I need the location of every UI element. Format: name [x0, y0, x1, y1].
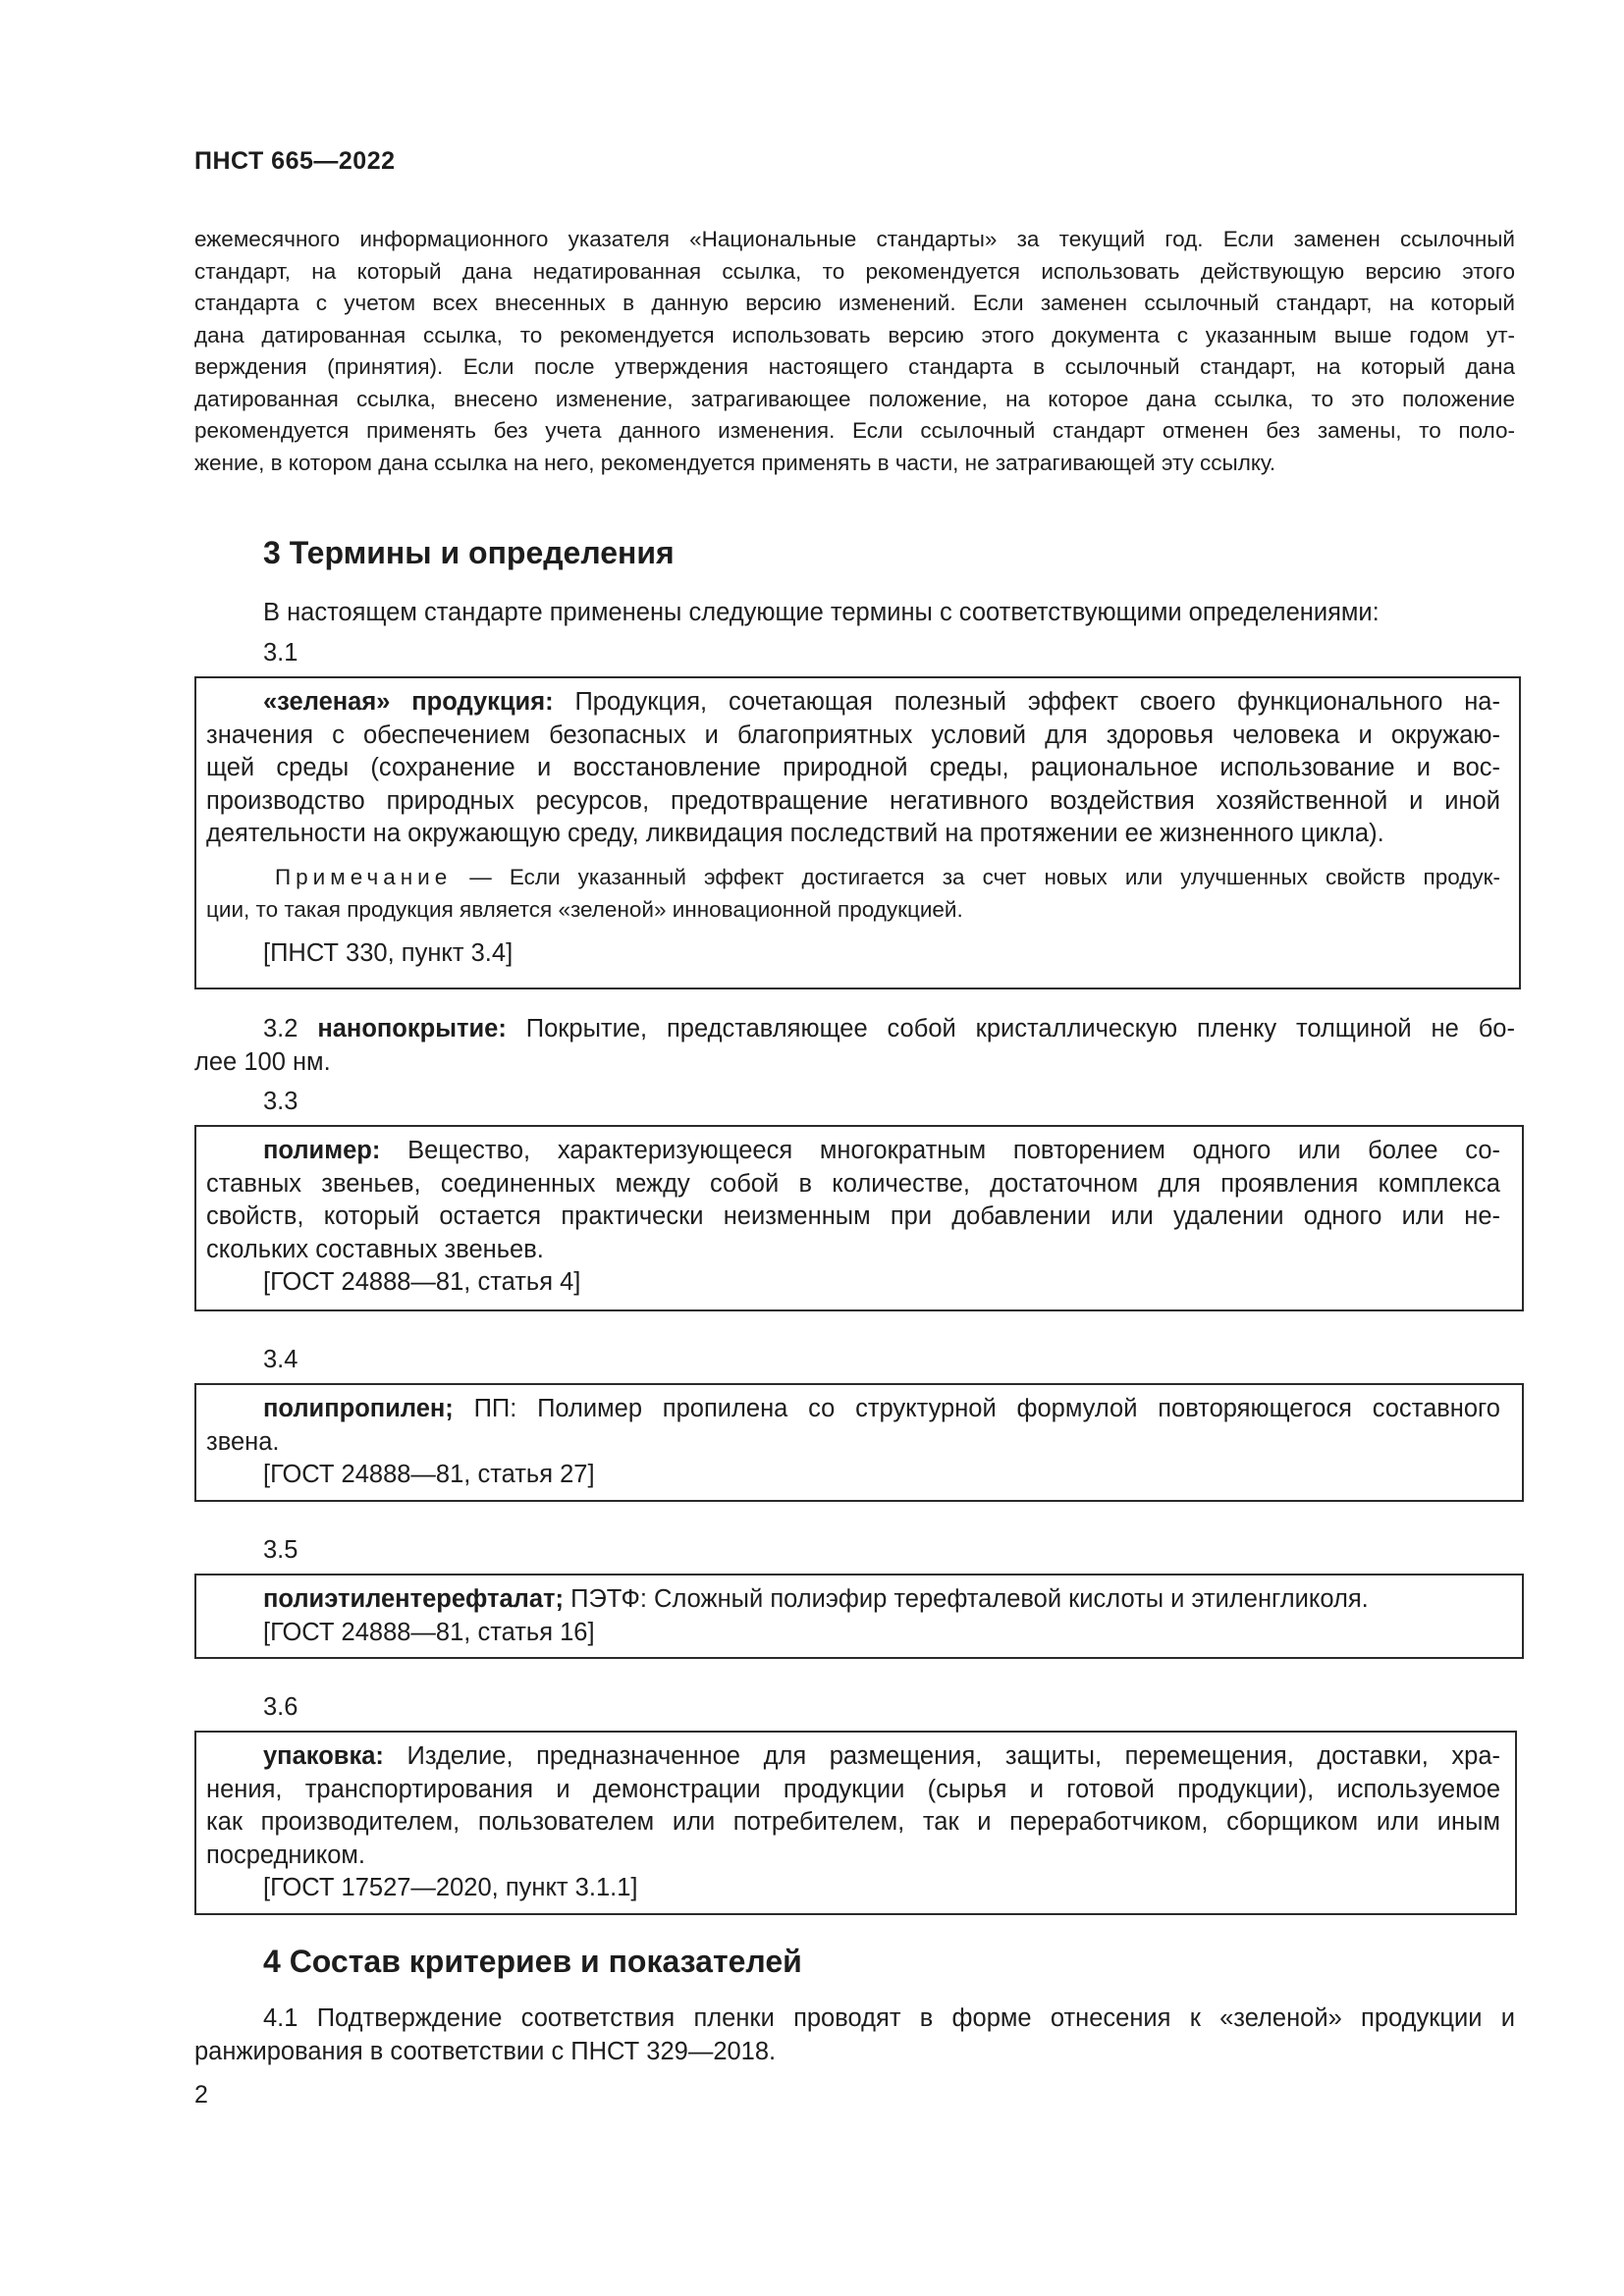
- term-3-5-def: ПЭТФ: Сложный полиэфир терефталевой кислоты и этиленгликоля.: [570, 1585, 1369, 1613]
- section-4-line: 4.1 Подтверждение соответствия пленки проводят в форме отнесения к «зеленой» продукции и: [263, 2004, 1515, 2032]
- term-3-3-line: скольких составных звеньев.: [206, 1235, 544, 1263]
- intro-line: верждения (принятия). Если после утверждения настоящего стандарта в ссылочный стандарт, на который дана: [194, 354, 1515, 379]
- term-3-3-number: 3.3: [263, 1088, 298, 1115]
- section-3-title: 3 Термины и определения: [263, 535, 675, 570]
- term-3-2-paragraph: [194, 1012, 1515, 1079]
- term-3-4-line-1: [206, 1393, 1500, 1426]
- intro-line: стандарт, на который дана недатированная ссылка, то рекомендуется использовать действующую версию этого: [194, 258, 1515, 284]
- term-3-2-line: лее 100 нм.: [194, 1048, 331, 1076]
- term-3-6-line: как производителем, пользователем или потребителем, так и переработчиком, сборщиком или иным: [206, 1808, 1500, 1836]
- section-4-line: ранжирования в соответствии с ПНСТ 329—2018.: [194, 2038, 777, 2065]
- intro-line: дана датированная ссылка, то рекомендуется использовать версию этого документа с указанным выше годом ут-: [194, 322, 1515, 347]
- term-3-6-line: нения, транспортирования и демонстрации продукции (сырья и готовой продукции), используемое: [206, 1775, 1500, 1803]
- note-line-1: [206, 861, 1500, 893]
- term-3-6-line: посредником.: [206, 1841, 365, 1869]
- term-3-3-box: [194, 1125, 1524, 1311]
- term-3-4-source: [ГОСТ 24888—81, статья 27]: [263, 1461, 595, 1488]
- term-3-1-note: [206, 861, 1500, 926]
- term-3-1-line: деятельности на окружающую среду, ликвидация последствий на протяжении ее жизненного цикла).: [206, 820, 1384, 847]
- term-3-5-line-1: [206, 1583, 1500, 1617]
- section-3-intro: В настоящем стандарте применены следующие термины с соответствующими определениями:: [263, 599, 1380, 626]
- term-3-5-source: [ГОСТ 24888—81, статья 16]: [263, 1618, 595, 1646]
- term-3-4-box: [194, 1383, 1524, 1502]
- term-3-1-line: значения с обеспечением безопасных и благоприятных условий для здоровья человека и окружаю-: [206, 721, 1500, 749]
- term-3-1-line: щей среды (сохранение и восстановление природной среды, рациональное использование и вос-: [206, 754, 1500, 781]
- term-3-2-term: нанопокрытие:: [317, 1015, 507, 1042]
- term-3-3-def: Вещество, характеризующееся многократным повторением одного или более со-: [407, 1137, 1500, 1164]
- term-3-3-source: [ГОСТ 24888—81, статья 4]: [263, 1268, 581, 1296]
- term-3-1-source: [ПНСТ 330, пункт 3.4]: [263, 938, 514, 967]
- term-3-6-term: упаковка:: [263, 1742, 384, 1770]
- intro-paragraph: [194, 224, 1515, 479]
- term-3-6-box: [194, 1731, 1517, 1915]
- term-3-1-box: [194, 676, 1521, 989]
- note-label: Примечание: [275, 864, 453, 889]
- term-3-3-term: полимер:: [263, 1137, 381, 1164]
- term-3-1-line: производство природных ресурсов, предотвращение негативного воздействия хозяйственной и иной: [206, 786, 1500, 815]
- term-3-3-line: ставных звеньев, соединенных между собой в количестве, достаточном для проявления комплекса: [206, 1169, 1500, 1198]
- term-3-2-def: Покрытие, представляющее собой кристаллическую пленку толщиной не бо-: [525, 1015, 1515, 1042]
- intro-line: жение, в котором дана ссылка на него, рекомендуется применять в части, не затрагивающей эту ссылку.: [194, 450, 1276, 475]
- term-3-1-number: 3.1: [263, 639, 298, 667]
- intro-line: датированная ссылка, внесено изменение, затрагивающее положение, на которое дана ссылка, то это положение: [194, 386, 1515, 411]
- document-header-id: ПНСТ 665—2022: [194, 147, 396, 175]
- term-3-3-line: свойств, который остается практически неизменным при добавлении или удалении одного или не-: [206, 1202, 1500, 1230]
- term-3-1-line-1: [206, 686, 1500, 720]
- term-3-4-def: ПП: Полимер пропилена со структурной формулой повторяющегося составного: [473, 1395, 1500, 1422]
- term-3-3-line-1: [206, 1135, 1500, 1168]
- section-4-title: 4 Состав критериев и показателей: [263, 1944, 802, 1979]
- intro-line: стандарта с учетом всех внесенных в данную версию изменений. Если заменен ссылочный стандарт, на который: [194, 291, 1515, 315]
- section-4-paragraph: [194, 2002, 1515, 2068]
- term-3-5-term: полиэтилентерефталат;: [263, 1585, 565, 1613]
- term-3-2-line-1: [194, 1012, 1515, 1045]
- term-3-6-source: [ГОСТ 17527—2020, пункт 3.1.1]: [263, 1874, 638, 1901]
- intro-line: ежемесячного информационного указателя «Национальные стандарты» за текущий год. Если заменен ссылочный: [194, 227, 1515, 251]
- page-number: 2: [194, 2081, 208, 2109]
- term-3-2-number: 3.2: [263, 1015, 298, 1042]
- term-3-6-number: 3.6: [263, 1693, 298, 1721]
- term-3-1-def: Продукция, сочетающая полезный эффект своего функционального на-: [574, 688, 1500, 716]
- term-3-6-line-1: [206, 1740, 1500, 1774]
- term-3-4-line: звена.: [206, 1427, 280, 1456]
- term-3-4-number: 3.4: [263, 1346, 298, 1373]
- intro-line: рекомендуется применять без учета данного изменения. Если ссылочный стандарт отменен без замены, то поло-: [194, 418, 1515, 443]
- term-3-4-term: полипропилен;: [263, 1395, 454, 1422]
- term-3-5-box: [194, 1574, 1524, 1659]
- term-3-1-term: «зеленая» продукция:: [263, 688, 554, 716]
- term-3-6-def: Изделие, предназначенное для размещения, защиты, перемещения, доставки, хра-: [406, 1742, 1500, 1770]
- note-text: — Если указанный эффект достигается за счет новых или улучшенных свойств продук-: [469, 864, 1500, 889]
- term-3-5-number: 3.5: [263, 1536, 298, 1564]
- note-line-2: ции, то такая продукция является «зеленой» инновационной продукцией.: [206, 896, 963, 922]
